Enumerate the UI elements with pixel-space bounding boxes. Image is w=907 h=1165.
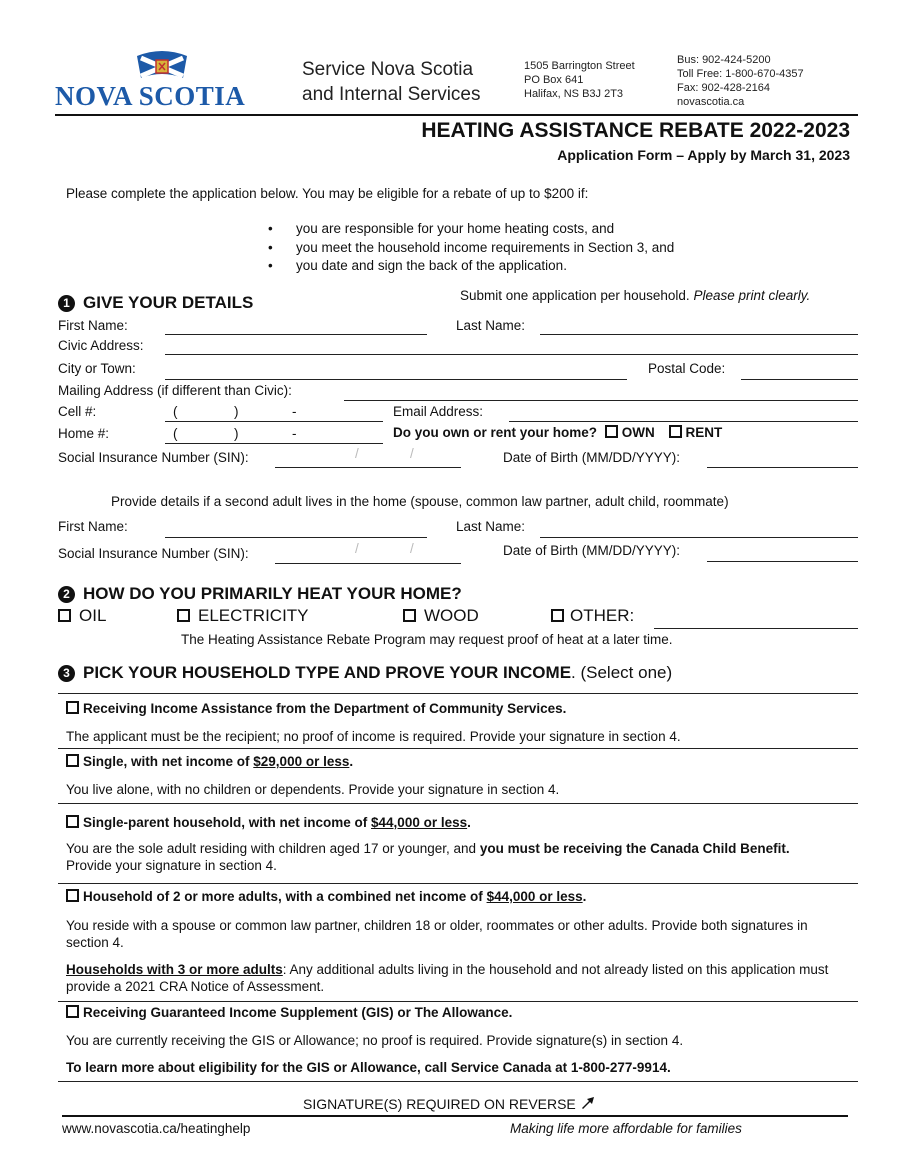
cell-label: Cell #: bbox=[58, 404, 97, 419]
checkbox-icon[interactable] bbox=[669, 425, 682, 438]
list-item: • you date and sign the back of the application. bbox=[268, 258, 567, 273]
first-name-field[interactable] bbox=[165, 334, 427, 335]
cell-area-code-close: ) bbox=[234, 404, 239, 419]
household-option-income-assistance[interactable]: Receiving Income Assistance from the Department of Community Services. bbox=[66, 701, 566, 716]
option-description: You are currently receiving the GIS or Allowance; no proof is required. Provide signature(s) in section 4. bbox=[66, 1033, 684, 1048]
checkbox-icon[interactable] bbox=[66, 815, 79, 828]
footer-rule bbox=[62, 1115, 848, 1117]
heat-option-electricity[interactable]: ELECTRICITY bbox=[177, 606, 309, 626]
dob-field[interactable] bbox=[707, 467, 858, 468]
cell-dash: - bbox=[292, 404, 297, 419]
option-description: The applicant must be the recipient; no proof of income is required. Provide your signature in section 4. bbox=[66, 729, 681, 744]
section-3-heading: 3 PICK YOUR HOUSEHOLD TYPE AND PROVE YOUR INCOME. (Select one) bbox=[58, 663, 672, 683]
contact-toll-free: Toll Free: 1-800-670-4357 bbox=[677, 68, 804, 80]
household-option-multi-adult[interactable]: Household of 2 or more adults, with a combined net income of $44,000 or less. bbox=[66, 889, 586, 904]
section-1-heading: 1 GIVE YOUR DETAILS bbox=[58, 293, 253, 313]
footer-tagline: Making life more affordable for families bbox=[510, 1121, 742, 1136]
city-field[interactable] bbox=[165, 379, 627, 380]
household-option-single[interactable]: Single, with net income of $29,000 or less. bbox=[66, 754, 353, 769]
list-item: • you are responsible for your home heating costs, and bbox=[268, 221, 615, 236]
sin-2-label: Social Insurance Number (SIN): bbox=[58, 546, 249, 561]
home-phone-field[interactable] bbox=[165, 443, 383, 444]
home-label: Home #: bbox=[58, 426, 110, 441]
civic-address-label: Civic Address: bbox=[58, 338, 144, 353]
header-rule bbox=[55, 114, 858, 116]
department-name bbox=[302, 57, 481, 107]
footer-url[interactable]: www.novascotia.ca/heatinghelp bbox=[62, 1121, 251, 1136]
email-label: Email Address: bbox=[393, 404, 484, 419]
sin-separator: / bbox=[410, 446, 414, 461]
divider bbox=[58, 1001, 858, 1002]
postal-code-field[interactable] bbox=[741, 379, 858, 380]
section-number-badge: 3 bbox=[58, 665, 75, 682]
city-label: City or Town: bbox=[58, 361, 136, 376]
home-area-code-open: ( bbox=[173, 426, 178, 441]
contact-bus: Bus: 902-424-5200 bbox=[677, 54, 771, 66]
intro-text: Please complete the application below. You may be eligible for a rebate of up to $200 if: bbox=[66, 186, 589, 201]
heat-proof-note: The Heating Assistance Rebate Program may request proof of heat at a later time. bbox=[181, 632, 673, 647]
household-option-single-parent[interactable]: Single-parent household, with net income of $44,000 or less. bbox=[66, 815, 471, 830]
logo-text: NOVA SCOTIA bbox=[55, 81, 246, 111]
address-line: Halifax, NS B3J 2T3 bbox=[524, 88, 624, 100]
last-name-2-label: Last Name: bbox=[456, 519, 526, 534]
home-dash: - bbox=[292, 426, 297, 441]
checkbox-icon[interactable] bbox=[66, 1005, 79, 1018]
heat-option-other[interactable]: OTHER: bbox=[551, 606, 634, 626]
department-address bbox=[524, 59, 635, 101]
cell-area-code-open: ( bbox=[173, 404, 178, 419]
heat-option-oil[interactable]: OIL bbox=[58, 606, 106, 626]
own-rent-question: Do you own or rent your home? OWN RENT bbox=[393, 425, 723, 440]
first-name-2-field[interactable] bbox=[165, 537, 427, 538]
mailing-address-label: Mailing Address (if different than Civic): bbox=[58, 383, 292, 398]
checkbox-icon[interactable] bbox=[58, 609, 71, 622]
home-area-code-close: ) bbox=[234, 426, 239, 441]
checkbox-icon[interactable] bbox=[66, 701, 79, 714]
last-name-field[interactable] bbox=[540, 334, 858, 335]
checkbox-icon[interactable] bbox=[403, 609, 416, 622]
dob-label: Date of Birth (MM/DD/YYYY): bbox=[503, 450, 681, 465]
heat-other-field[interactable] bbox=[654, 628, 858, 629]
checkbox-icon[interactable] bbox=[66, 754, 79, 767]
divider bbox=[58, 883, 858, 884]
department-contact bbox=[677, 53, 804, 109]
intro-bullets bbox=[268, 220, 674, 276]
checkbox-icon[interactable] bbox=[551, 609, 564, 622]
signature-required-note: SIGNATURE(S) REQUIRED ON REVERSE bbox=[303, 1096, 596, 1112]
sin-separator: / bbox=[355, 446, 359, 461]
divider bbox=[58, 693, 858, 694]
rent-option[interactable]: RENT bbox=[669, 425, 723, 440]
sin-label: Social Insurance Number (SIN): bbox=[58, 450, 249, 465]
divider bbox=[58, 748, 858, 749]
last-name-label: Last Name: bbox=[456, 318, 526, 333]
mailing-address-field[interactable] bbox=[344, 400, 858, 401]
option-description: You reside with a spouse or common law partner, children 18 or older, roommates or other adults. Provide both signatures in section 4. bbox=[66, 918, 808, 950]
divider bbox=[58, 1081, 858, 1082]
email-field[interactable] bbox=[509, 421, 858, 422]
department-line-1: Service Nova Scotia bbox=[302, 59, 474, 80]
option-description: You live alone, with no children or dependents. Provide your signature in section 4. bbox=[66, 782, 560, 797]
dob-2-field[interactable] bbox=[707, 561, 858, 562]
cell-field[interactable] bbox=[165, 421, 383, 422]
second-adult-note: Provide details if a second adult lives in the home (spouse, common law partner, adult child, roommate) bbox=[111, 494, 729, 509]
form-subtitle: Application Form – Apply by March 31, 2023 bbox=[557, 147, 850, 163]
section-2-heading: 2 HOW DO YOU PRIMARILY HEAT YOUR HOME? bbox=[58, 584, 462, 604]
household-option-gis[interactable]: Receiving Guaranteed Income Supplement (GIS) or The Allowance. bbox=[66, 1005, 512, 1020]
department-line-2: and Internal Services bbox=[302, 84, 481, 105]
section-number-badge: 2 bbox=[58, 586, 75, 603]
address-line: 1505 Barrington Street bbox=[524, 60, 635, 72]
checkbox-icon[interactable] bbox=[66, 889, 79, 902]
section-1-note: Submit one application per household. Please print clearly. bbox=[460, 288, 811, 303]
postal-code-label: Postal Code: bbox=[648, 361, 726, 376]
dob-2-label: Date of Birth (MM/DD/YYYY): bbox=[503, 543, 681, 558]
gis-learn-more: To learn more about eligibility for the GIS or Allowance, call Service Canada at 1-800-277-9914. bbox=[66, 1060, 671, 1075]
contact-fax: Fax: 902-428-2164 bbox=[677, 82, 770, 94]
logo bbox=[55, 48, 275, 110]
form-title: HEATING ASSISTANCE REBATE 2022-2023 bbox=[421, 119, 850, 142]
first-name-label: First Name: bbox=[58, 318, 128, 333]
option-note: Households with 3 or more adults: Any additional adults living in the household and not already listed on this application must provide a 2021 CRA Notice of Assessment. bbox=[66, 962, 829, 994]
address-line: PO Box 641 bbox=[524, 74, 584, 86]
contact-website: novascotia.ca bbox=[677, 96, 745, 108]
list-item: • you meet the household income requirements in Section 3, and bbox=[268, 239, 675, 255]
checkbox-icon[interactable] bbox=[605, 425, 618, 438]
section-number-badge: 1 bbox=[58, 295, 75, 312]
checkbox-icon[interactable] bbox=[177, 609, 190, 622]
civic-address-field[interactable] bbox=[165, 354, 858, 355]
sin-2-separator: / bbox=[355, 541, 359, 556]
sin-2-field[interactable] bbox=[275, 563, 461, 564]
heat-option-wood[interactable]: WOOD bbox=[403, 606, 479, 626]
first-name-2-label: First Name: bbox=[58, 519, 128, 534]
sin-field[interactable] bbox=[275, 467, 461, 468]
sin-2-separator: / bbox=[410, 541, 414, 556]
option-description: You are the sole adult residing with children aged 17 or younger, and you must be receiving the Canada Child Benefit. Provide your signature in section 4. bbox=[66, 841, 790, 873]
last-name-2-field[interactable] bbox=[540, 537, 858, 538]
arrow-right-icon bbox=[580, 1096, 596, 1110]
divider bbox=[58, 803, 858, 804]
own-option[interactable]: OWN bbox=[605, 425, 655, 440]
